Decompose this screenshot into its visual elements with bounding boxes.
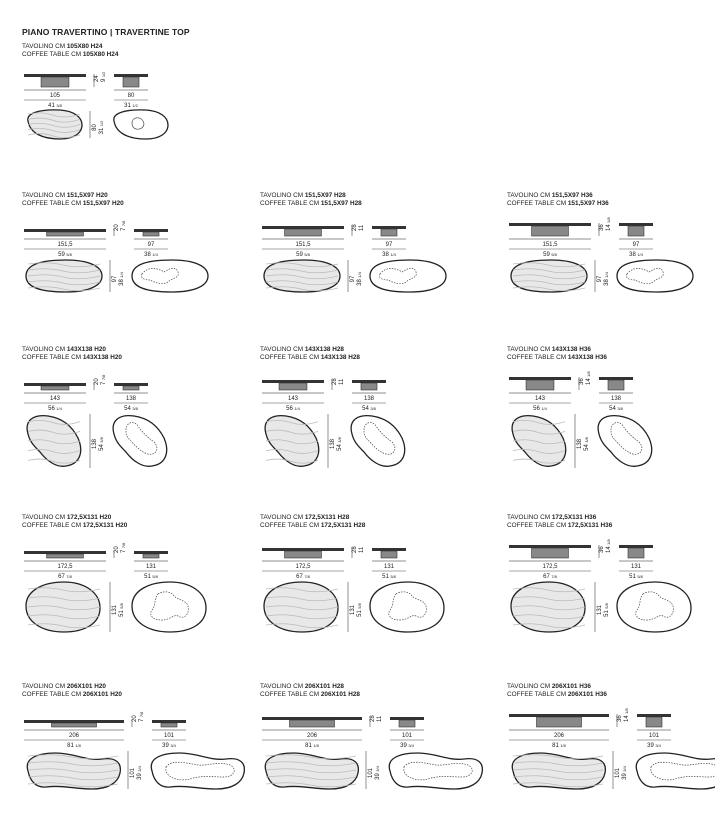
width-cm: 131 bbox=[383, 564, 395, 570]
plan-width-in: 393/4 bbox=[622, 766, 628, 780]
length-in: 56 1/4 bbox=[533, 406, 547, 412]
table-base-side bbox=[361, 383, 377, 390]
table-drawing bbox=[22, 701, 222, 831]
spec-label-en: COFFEE TABLE CM 206X101 H28 bbox=[260, 691, 360, 698]
height-in: 11 bbox=[359, 546, 365, 553]
length-in: 67 7/8 bbox=[543, 574, 557, 580]
table-base-side bbox=[381, 551, 397, 558]
length-in: 59 5/8 bbox=[543, 252, 557, 258]
spec-label-en: COFFEE TABLE CM 143X138 H28 bbox=[260, 354, 360, 361]
table-base-side bbox=[628, 548, 644, 558]
table-base-side bbox=[161, 723, 177, 727]
length-in: 67 7/8 bbox=[296, 574, 310, 580]
table-drawing bbox=[507, 701, 707, 831]
length-cm: 151,5 bbox=[295, 242, 311, 248]
marble-top-plan bbox=[511, 582, 585, 632]
base-outline-plan bbox=[389, 753, 482, 789]
length-cm: 172,5 bbox=[295, 564, 311, 570]
table-drawing bbox=[507, 532, 707, 662]
table-base-side bbox=[628, 226, 644, 236]
plan-width-cm: 97 bbox=[597, 275, 603, 283]
plan-width-cm: 101 bbox=[130, 767, 136, 779]
width-cm: 97 bbox=[385, 242, 393, 248]
length-cm: 151,5 bbox=[57, 242, 73, 248]
height-in: 91/2 bbox=[101, 71, 107, 82]
table-base-side bbox=[123, 77, 139, 87]
table-drawing bbox=[507, 364, 707, 494]
width-in: 51 5/8 bbox=[629, 574, 643, 580]
table-base-side bbox=[123, 386, 139, 390]
table-top-elevation bbox=[509, 545, 591, 548]
plan-width-in: 393/4 bbox=[375, 766, 381, 780]
height-in: 77/8 bbox=[121, 542, 127, 553]
length-in: 56 1/4 bbox=[286, 406, 300, 412]
table-base-elevation bbox=[285, 551, 322, 558]
table-top-elevation bbox=[262, 226, 344, 229]
length-cm: 172,5 bbox=[57, 564, 73, 570]
height-cm: 36 bbox=[617, 715, 623, 722]
length-cm: 206 bbox=[306, 733, 318, 739]
table-base-elevation bbox=[532, 548, 569, 558]
table-spec-card bbox=[507, 346, 707, 486]
table-top-side bbox=[114, 383, 148, 386]
width-in: 39 3/4 bbox=[400, 743, 414, 749]
spec-label-it: TAVOLINO CM 143X138 H36 bbox=[507, 346, 591, 353]
table-top-side bbox=[134, 229, 168, 232]
base-outline-plan bbox=[351, 416, 405, 467]
spec-label-en: COFFEE TABLE CM 105X80 H24 bbox=[22, 51, 119, 58]
width-in: 51 5/8 bbox=[144, 574, 158, 580]
plan-width-in: 311/2 bbox=[99, 120, 105, 135]
height-cm: 20 bbox=[132, 715, 138, 722]
width-cm: 80 bbox=[127, 93, 135, 99]
marble-top-plan bbox=[512, 753, 605, 789]
height-cm: 28 bbox=[352, 224, 358, 231]
table-spec-card bbox=[22, 43, 222, 183]
plan-width-in: 543/8 bbox=[337, 437, 343, 451]
table-top-elevation bbox=[509, 714, 609, 717]
table-drawing bbox=[507, 210, 707, 340]
height-in: 141/8 bbox=[606, 539, 612, 553]
plan-width-in: 381/4 bbox=[604, 272, 610, 286]
width-cm: 138 bbox=[125, 396, 137, 402]
table-top-side bbox=[134, 551, 168, 554]
table-drawing bbox=[260, 210, 460, 340]
table-top-elevation bbox=[24, 229, 106, 232]
plan-width-cm: 101 bbox=[615, 767, 621, 779]
marble-top-plan bbox=[28, 110, 82, 139]
height-in: 77/8 bbox=[101, 374, 107, 385]
width-cm: 101 bbox=[401, 733, 413, 739]
width-in: 38 1/4 bbox=[144, 252, 158, 258]
marble-top-plan bbox=[265, 753, 358, 789]
table-base-side bbox=[646, 717, 662, 727]
width-in: 54 3/8 bbox=[124, 406, 138, 412]
base-outline-plan bbox=[636, 753, 715, 789]
height-in: 11 bbox=[377, 715, 383, 722]
table-top-side bbox=[599, 377, 633, 380]
plan-width-cm: 131 bbox=[350, 604, 356, 616]
spec-label-it: TAVOLINO CM 105X80 H24 bbox=[22, 43, 103, 50]
table-top-elevation bbox=[509, 377, 571, 380]
length-in: 59 5/8 bbox=[58, 252, 72, 258]
height-in: 141/8 bbox=[624, 708, 630, 722]
length-cm: 151,5 bbox=[542, 242, 558, 248]
height-cm: 28 bbox=[332, 378, 338, 385]
plan-width-cm: 131 bbox=[597, 604, 603, 616]
base-outline-plan bbox=[113, 416, 167, 467]
width-in: 31 1/2 bbox=[124, 103, 138, 109]
spec-label-en: COFFEE TABLE CM 172,5X131 H28 bbox=[260, 522, 366, 529]
height-cm: 28 bbox=[370, 715, 376, 722]
table-top-elevation bbox=[24, 383, 86, 386]
spec-label-it: TAVOLINO CM 143X138 H28 bbox=[260, 346, 344, 353]
width-in: 54 3/8 bbox=[362, 406, 376, 412]
spec-label-it: TAVOLINO CM 172,5X131 H36 bbox=[507, 514, 597, 521]
width-cm: 138 bbox=[363, 396, 375, 402]
plan-width-in: 381/4 bbox=[357, 272, 363, 286]
base-outline-plan bbox=[151, 753, 244, 789]
table-base-elevation bbox=[285, 229, 322, 236]
table-base-elevation bbox=[41, 77, 69, 87]
table-base-side bbox=[608, 380, 624, 390]
plan-width-cm: 138 bbox=[577, 438, 583, 450]
table-base-side bbox=[381, 229, 397, 236]
table-base-elevation bbox=[41, 386, 69, 390]
spec-label-en: COFFEE TABLE CM 206X101 H36 bbox=[507, 691, 607, 698]
table-top-elevation bbox=[24, 720, 124, 723]
table-top-side bbox=[352, 380, 386, 383]
table-base-elevation bbox=[537, 717, 582, 727]
table-base-side bbox=[143, 554, 159, 558]
table-drawing bbox=[22, 532, 222, 662]
plan-width-cm: 138 bbox=[330, 438, 336, 450]
table-drawing bbox=[22, 61, 222, 191]
width-cm: 97 bbox=[147, 242, 155, 248]
spec-label-it: TAVOLINO CM 151,5X97 H36 bbox=[507, 192, 593, 199]
table-base-side bbox=[399, 720, 415, 727]
table-top-elevation bbox=[24, 551, 106, 554]
base-outline-plan bbox=[598, 416, 652, 467]
base-outline-plan bbox=[617, 260, 693, 292]
height-in: 141/8 bbox=[606, 217, 612, 231]
table-spec-card bbox=[507, 192, 707, 332]
width-cm: 131 bbox=[145, 564, 157, 570]
height-cm: 24 bbox=[94, 75, 100, 82]
table-top-side bbox=[372, 226, 406, 229]
height-cm: 20 bbox=[114, 546, 120, 553]
table-base-elevation bbox=[526, 380, 554, 390]
width-in: 38 1/4 bbox=[629, 252, 643, 258]
base-outline-plan bbox=[132, 260, 208, 292]
spec-label-en: COFFEE TABLE CM 172,5X131 H20 bbox=[22, 522, 128, 529]
width-cm: 138 bbox=[610, 396, 622, 402]
length-in: 81 1/8 bbox=[305, 743, 319, 749]
length-cm: 105 bbox=[49, 93, 61, 99]
length-cm: 143 bbox=[287, 396, 299, 402]
table-spec-card bbox=[260, 346, 460, 486]
table-top-side bbox=[390, 717, 424, 720]
width-in: 38 1/4 bbox=[382, 252, 396, 258]
width-in: 39 3/4 bbox=[162, 743, 176, 749]
height-in: 11 bbox=[359, 224, 365, 231]
marble-top-plan bbox=[27, 416, 81, 467]
height-cm: 28 bbox=[352, 546, 358, 553]
length-in: 81 1/8 bbox=[67, 743, 81, 749]
plan-width-cm: 131 bbox=[112, 604, 118, 616]
plan-width-cm: 97 bbox=[350, 275, 356, 283]
base-outline-plan bbox=[132, 582, 206, 632]
table-base-side bbox=[143, 232, 159, 236]
table-spec-card bbox=[260, 683, 460, 823]
plan-width-in: 515/8 bbox=[119, 603, 125, 617]
table-spec-card bbox=[22, 192, 222, 332]
spec-label-en: COFFEE TABLE CM 143X138 H36 bbox=[507, 354, 607, 361]
marble-top-plan bbox=[264, 582, 338, 632]
table-base-elevation bbox=[279, 383, 307, 390]
spec-label-it: TAVOLINO CM 151,5X97 H28 bbox=[260, 192, 346, 199]
table-top-side bbox=[619, 223, 653, 226]
table-base-elevation bbox=[47, 554, 84, 558]
plan-width-in: 543/8 bbox=[584, 437, 590, 451]
length-in: 56 1/4 bbox=[48, 406, 62, 412]
base-outline-plan bbox=[114, 110, 168, 139]
length-cm: 172,5 bbox=[542, 564, 558, 570]
plan-width-cm: 138 bbox=[92, 438, 98, 450]
table-top-elevation bbox=[24, 74, 86, 77]
height-in: 11 bbox=[339, 378, 345, 385]
spec-label-en: COFFEE TABLE CM 151,5X97 H36 bbox=[507, 200, 609, 207]
marble-top-plan bbox=[512, 416, 566, 467]
base-outline-plan bbox=[370, 260, 446, 292]
length-in: 67 7/8 bbox=[58, 574, 72, 580]
table-drawing bbox=[260, 364, 460, 494]
table-top-elevation bbox=[262, 717, 362, 720]
table-spec-card bbox=[507, 683, 707, 823]
marble-top-plan bbox=[26, 260, 102, 292]
marble-top-plan bbox=[264, 260, 340, 292]
length-in: 81 1/8 bbox=[552, 743, 566, 749]
spec-label-it: TAVOLINO CM 172,5X131 H28 bbox=[260, 514, 350, 521]
spec-label-en: COFFEE TABLE CM 151,5X97 H28 bbox=[260, 200, 362, 207]
spec-label-it: TAVOLINO CM 172,5X131 H20 bbox=[22, 514, 112, 521]
plan-width-in: 515/8 bbox=[357, 603, 363, 617]
spec-label-en: COFFEE TABLE CM 151,5X97 H20 bbox=[22, 200, 124, 207]
table-top-elevation bbox=[509, 223, 591, 226]
table-top-side bbox=[619, 545, 653, 548]
table-spec-card bbox=[260, 192, 460, 332]
spec-label-en: COFFEE TABLE CM 206X101 H20 bbox=[22, 691, 122, 698]
height-in: 77/8 bbox=[121, 220, 127, 231]
height-cm: 36 bbox=[579, 378, 585, 385]
table-spec-card bbox=[260, 514, 460, 654]
spec-label-it: TAVOLINO CM 206X101 H28 bbox=[260, 683, 344, 690]
width-cm: 97 bbox=[632, 242, 640, 248]
table-drawing bbox=[22, 210, 222, 340]
width-cm: 101 bbox=[648, 733, 660, 739]
height-in: 141/8 bbox=[586, 371, 592, 385]
length-cm: 206 bbox=[553, 733, 565, 739]
width-cm: 131 bbox=[630, 564, 642, 570]
table-base-elevation bbox=[532, 226, 569, 236]
table-base-elevation bbox=[52, 723, 97, 727]
height-in: 77/8 bbox=[139, 711, 145, 722]
table-drawing bbox=[22, 364, 222, 494]
length-cm: 206 bbox=[68, 733, 80, 739]
length-cm: 143 bbox=[49, 396, 61, 402]
marble-top-plan bbox=[511, 260, 587, 292]
table-drawing bbox=[260, 701, 460, 831]
length-in: 59 5/8 bbox=[296, 252, 310, 258]
base-outline-plan bbox=[370, 582, 444, 632]
height-cm: 20 bbox=[94, 378, 100, 385]
width-cm: 101 bbox=[163, 733, 175, 739]
marble-top-plan bbox=[26, 582, 100, 632]
spec-label-en: COFFEE TABLE CM 172,5X131 H36 bbox=[507, 522, 613, 529]
table-spec-card bbox=[22, 514, 222, 654]
table-top-side bbox=[637, 714, 671, 717]
table-top-side bbox=[152, 720, 186, 723]
width-in: 54 3/8 bbox=[609, 406, 623, 412]
table-drawing bbox=[260, 532, 460, 662]
marble-top-plan bbox=[265, 416, 319, 467]
length-cm: 143 bbox=[534, 396, 546, 402]
plan-width-cm: 97 bbox=[112, 275, 118, 283]
table-top-elevation bbox=[262, 548, 344, 551]
table-top-elevation bbox=[262, 380, 324, 383]
height-cm: 36 bbox=[599, 224, 605, 231]
spec-label-it: TAVOLINO CM 206X101 H20 bbox=[22, 683, 106, 690]
width-in: 51 5/8 bbox=[382, 574, 396, 580]
height-cm: 20 bbox=[114, 224, 120, 231]
plan-width-in: 393/4 bbox=[137, 766, 143, 780]
width-in: 39 3/4 bbox=[647, 743, 661, 749]
base-outline-plan bbox=[617, 582, 691, 632]
plan-width-cm: 101 bbox=[368, 767, 374, 779]
table-base-elevation bbox=[47, 232, 84, 236]
plan-width-cm: 80 bbox=[92, 124, 98, 131]
plan-width-in: 515/8 bbox=[604, 603, 610, 617]
table-top-side bbox=[114, 74, 148, 77]
table-spec-card bbox=[22, 683, 222, 823]
table-base-elevation bbox=[290, 720, 335, 727]
page-title: PIANO TRAVERTINO | TRAVERTINE TOP bbox=[22, 27, 190, 37]
table-top-side bbox=[372, 548, 406, 551]
plan-width-in: 381/4 bbox=[119, 272, 125, 286]
spec-label-en: COFFEE TABLE CM 143X138 H20 bbox=[22, 354, 122, 361]
height-cm: 36 bbox=[599, 546, 605, 553]
table-spec-card bbox=[507, 514, 707, 654]
spec-label-it: TAVOLINO CM 151,5X97 H20 bbox=[22, 192, 108, 199]
spec-label-it: TAVOLINO CM 143X138 H20 bbox=[22, 346, 106, 353]
spec-label-it: TAVOLINO CM 206X101 H36 bbox=[507, 683, 591, 690]
length-in: 41 3/8 bbox=[48, 103, 62, 109]
table-spec-card bbox=[22, 346, 222, 486]
plan-width-in: 543/8 bbox=[99, 437, 105, 451]
marble-top-plan bbox=[27, 753, 120, 789]
